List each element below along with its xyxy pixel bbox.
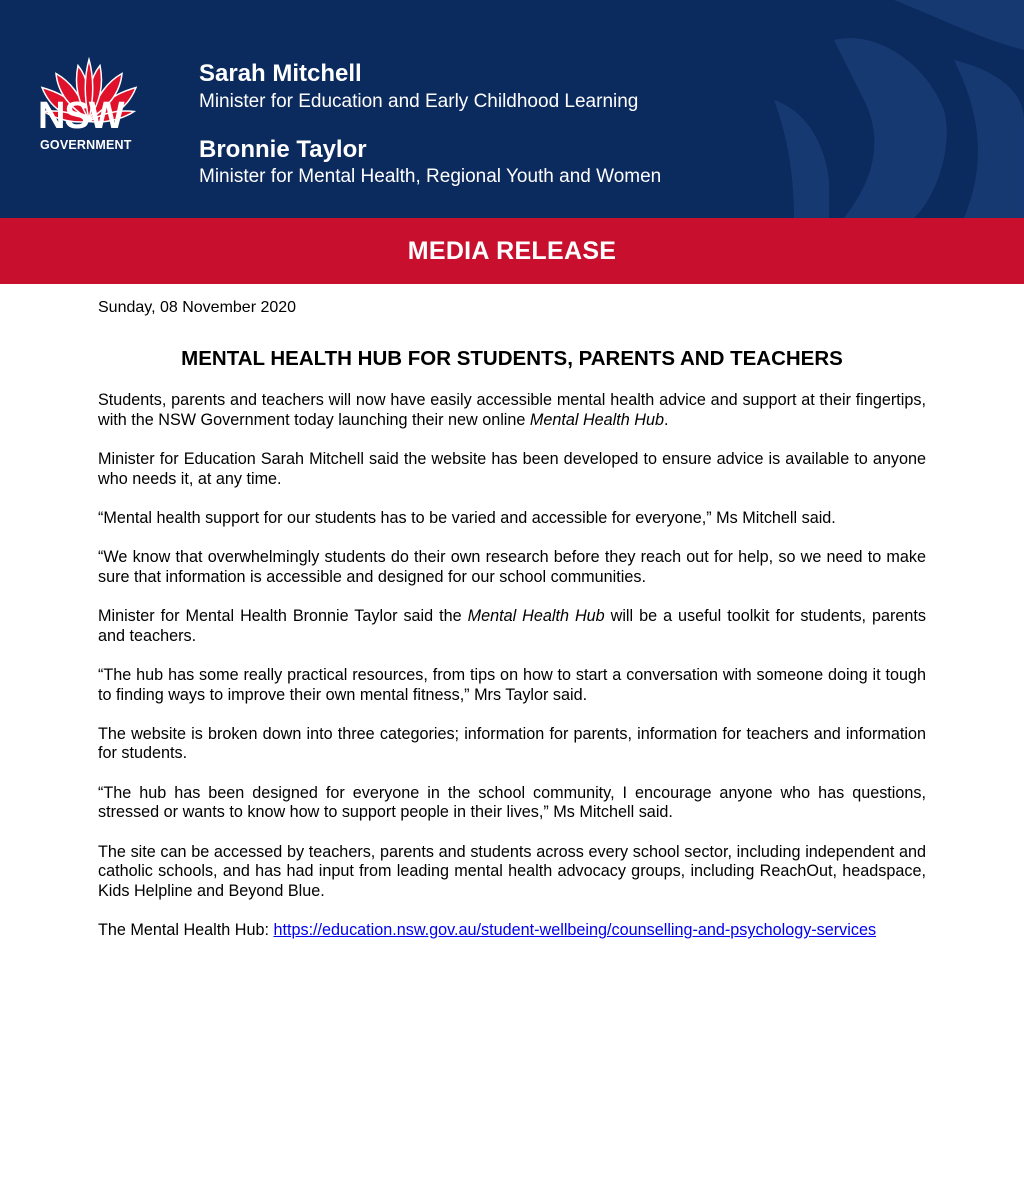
paragraph-5-end: will be a useful toolkit for students, parents and teachers. (98, 606, 926, 645)
logo-subtitle: GOVERNMENT (40, 138, 132, 152)
release-date: Sunday, 08 November 2020 (98, 299, 297, 316)
banner-label: MEDIA RELEASE (407, 237, 617, 265)
paragraph-4: “We know that overwhelmingly students do their own research before they reach out for help, so we need to make sure that information is accessible and designed for our school communities. (98, 548, 926, 586)
paragraph-5-text: Minister for Mental Health Bronnie Taylor said the (98, 606, 468, 625)
hub-website-link[interactable]: https://education.nsw.gov.au/student-wellbeing/counselling-and-psychology-services (273, 921, 877, 940)
hub-name-italic: Mental Health Hub (467, 606, 605, 625)
paragraph-2: Minister for Education Sarah Mitchell said the website has been developed to ensure advice is available to anyone who needs it, at any time. (98, 449, 926, 488)
link-paragraph (98, 921, 926, 941)
paragraph-1-end: . (663, 410, 669, 429)
paragraph-8: “The hub has been designed for everyone in the school community, I encourage anyone who has questions, stressed or wants to know how to support people in their lives,” Ms Mitchell said. (98, 783, 926, 822)
waratah-watermark (644, 0, 1024, 218)
paragraph-5 (98, 607, 926, 646)
paragraph-3: “Mental health support for our students has to be varied and accessible for everyone,” Ms Mitchell said. (98, 508, 836, 527)
minister-1-name: Sarah Mitchell (199, 60, 362, 87)
logo-wordmark: NSW (38, 95, 124, 137)
media-release-banner (0, 218, 1024, 284)
minister-2-name: Bronnie Taylor (199, 136, 367, 163)
minister-2-title: Minister for Mental Health, Regional Youth and Women (199, 166, 662, 187)
paragraph-7: The website is broken down into three categories; information for parents, information for teachers and information for students. (98, 724, 926, 763)
paragraph-1 (98, 391, 926, 430)
header (0, 0, 1024, 218)
release-headline: MENTAL HEALTH HUB FOR STUDENTS, PARENTS AND TEACHERS (181, 347, 843, 370)
minister-1-title: Minister for Education and Early Childhood Learning (199, 91, 639, 112)
release-body (98, 298, 926, 960)
paragraph-6: “The hub has some really practical resources, from tips on how to start a conversation with someone doing it tough to finding ways to improve their own mental fitness,” Mrs Taylor said. (98, 665, 926, 704)
link-label: The Mental Health Hub: (98, 921, 274, 940)
paragraph-1-text: Students, parents and teachers will now have easily accessible mental health advice and support at their fingertips, with the NSW Government today launching their new online (98, 391, 926, 429)
paragraph-9: The site can be accessed by teachers, parents and students across every school sector, including independent and catholic schools, and has had input from leading mental health advocacy groups, including ReachOut, headspace, Kids Helpline and Beyond Blue. (98, 842, 926, 900)
hub-name-italic: Mental Health Hub (529, 410, 664, 429)
